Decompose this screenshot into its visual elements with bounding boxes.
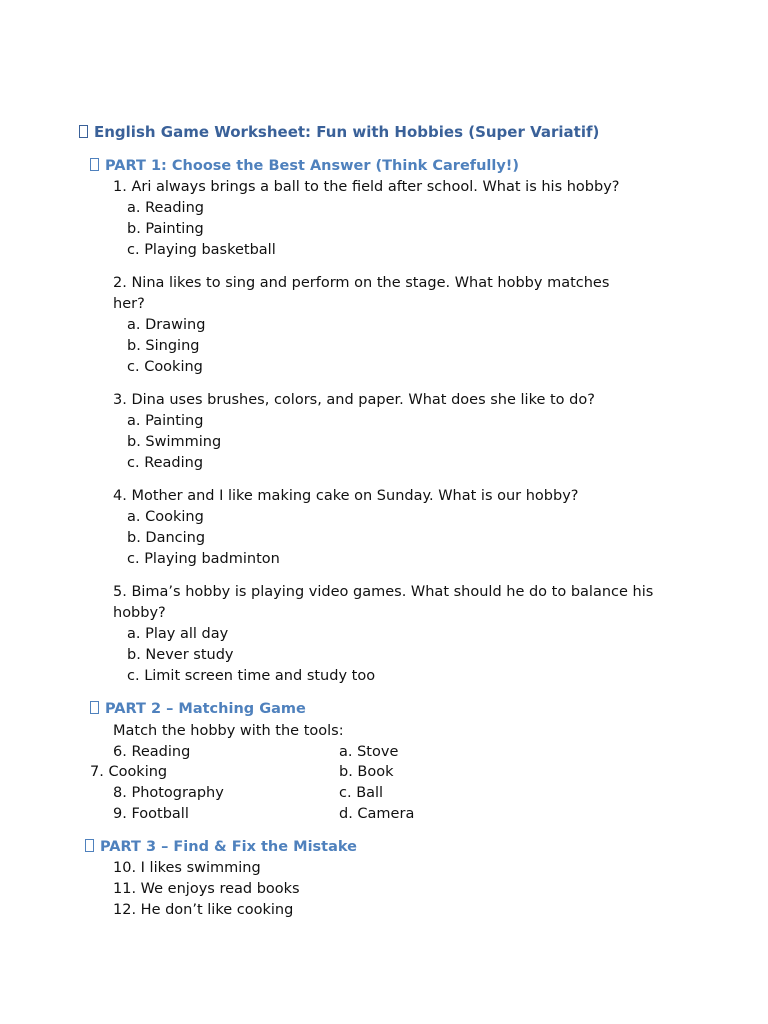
q4-option-b: b. Dancing [127, 530, 206, 546]
worksheet-title: English Game Worksheet: Fun with Hobbies (Super Variatif) [94, 123, 600, 141]
match-right-item: c. Ball [339, 785, 384, 801]
question-2-line-2: her? [113, 296, 145, 312]
q1-option-c: c. Playing basketball [127, 242, 276, 258]
match-right-item: b. Book [339, 764, 394, 780]
question-3: 3. Dina uses brushes, colors, and paper. What does she like to do? [113, 392, 595, 408]
emoji-placeholder-icon [90, 701, 99, 714]
question-5-line-2: hobby? [113, 605, 166, 621]
q5-option-c: c. Limit screen time and study too [127, 668, 376, 684]
q4-option-c: c. Playing badminton [127, 551, 280, 567]
q3-option-a: a. Painting [127, 413, 204, 429]
match-right-item: a. Stove [339, 744, 399, 760]
q2-option-b: b. Singing [127, 338, 200, 354]
mistake-item: 10. I likes swimming [113, 860, 261, 876]
part1-heading: PART 1: Choose the Best Answer (Think Carefully!) [105, 158, 520, 174]
q3-option-c: c. Reading [127, 455, 204, 471]
worksheet-title-row [79, 122, 599, 142]
match-left-item: 8. Photography [113, 785, 224, 801]
q2-option-a: a. Drawing [127, 317, 206, 333]
q3-option-b: b. Swimming [127, 434, 222, 450]
q4-option-a: a. Cooking [127, 509, 204, 525]
part2-heading-row [90, 699, 306, 719]
question-2-line-1: 2. Nina likes to sing and perform on the stage. What hobby matches [113, 275, 610, 291]
emoji-placeholder-icon [90, 158, 99, 171]
question-1: 1. Ari always brings a ball to the field after school. What is his hobby? [113, 179, 620, 195]
part2-instruction: Match the hobby with the tools: [113, 723, 344, 739]
q5-option-b: b. Never study [127, 647, 234, 663]
q5-option-a: a. Play all day [127, 626, 229, 642]
part3-heading: PART 3 – Find & Fix the Mistake [100, 839, 357, 855]
q1-option-b: b. Painting [127, 221, 204, 237]
q1-option-a: a. Reading [127, 200, 204, 216]
match-left-item: 6. Reading [113, 744, 191, 760]
emoji-placeholder-icon [85, 839, 94, 852]
match-left-item: 7. Cooking [90, 764, 168, 780]
part3-heading-row [85, 837, 357, 857]
match-left-item: 9. Football [113, 806, 189, 822]
emoji-placeholder-icon [79, 125, 88, 138]
question-5-line-1: 5. Bima’s hobby is playing video games. What should he do to balance his [113, 584, 654, 600]
mistake-item: 11. We enjoys read books [113, 881, 300, 897]
part1-heading-row [90, 156, 519, 176]
question-4: 4. Mother and I like making cake on Sunday. What is our hobby? [113, 488, 579, 504]
match-right-item: d. Camera [339, 806, 415, 822]
q2-option-c: c. Cooking [127, 359, 203, 375]
part2-heading: PART 2 – Matching Game [105, 701, 306, 717]
mistake-item: 12. He don’t like cooking [113, 902, 294, 918]
